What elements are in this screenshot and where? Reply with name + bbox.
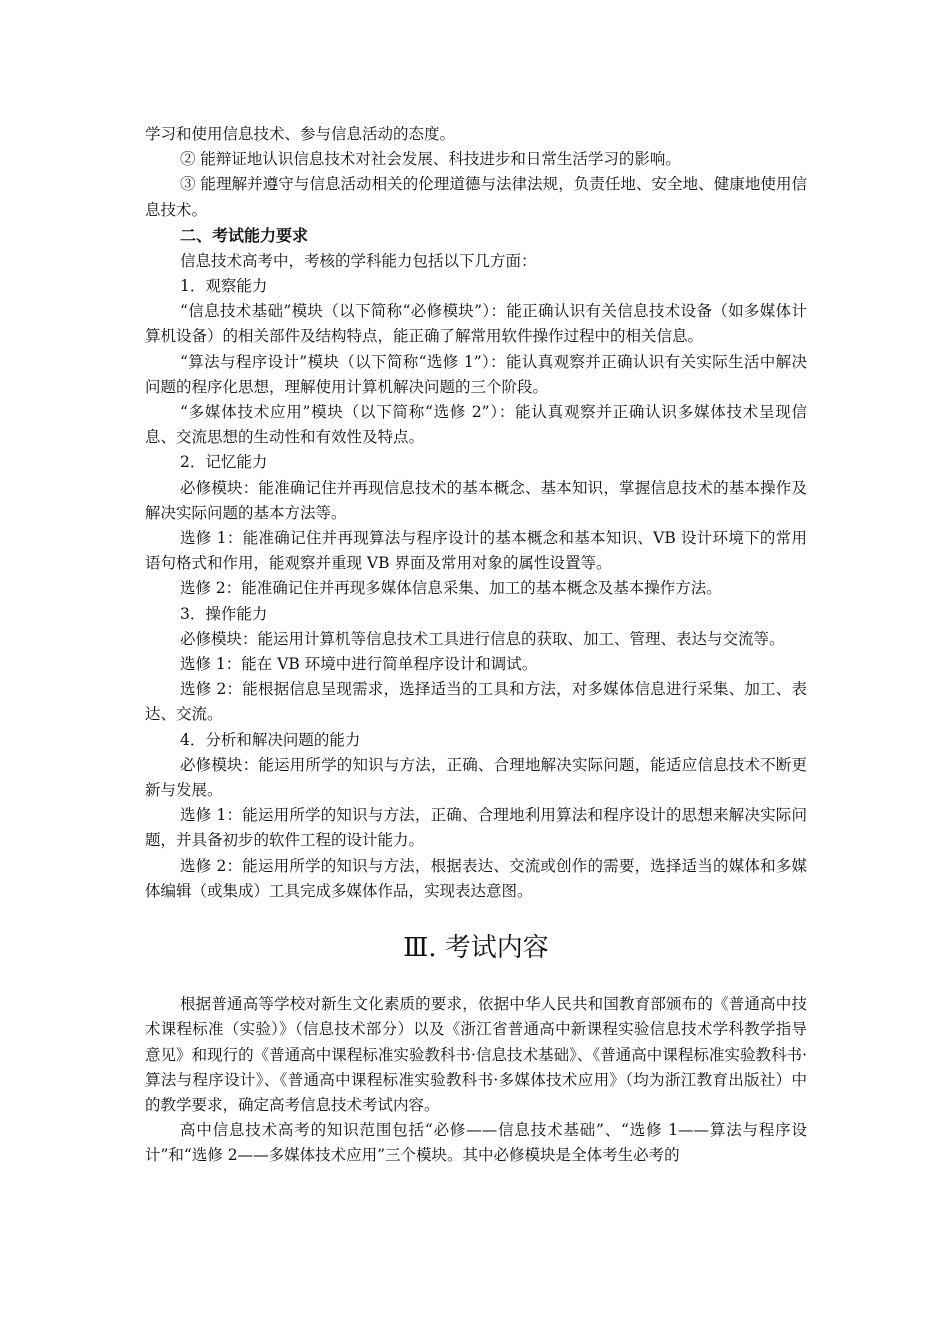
paragraph: 选修 2：能准确记住并再现多媒体信息采集、加工的基本概念及基本操作方法。 [180,579,722,598]
paragraph: 学习和使用信息技术、参与信息活动的态度。 [145,125,456,143]
subheading-operation: 3．操作能力 [180,604,268,623]
paragraph: 必修模块：能运用所学的知识与方法，正确、合理地解决实际问题，能适应信息技术不断更新与发展。 [145,755,807,800]
subheading-observation: 1．观察能力 [180,277,268,296]
paragraph: ③ 能理解并遵守与信息活动相关的伦理道德与法律法规，负责任地、安全地、健康地使用信息技术。 [145,175,807,219]
paragraph: “多媒体技术应用”模块（以下简称“选修 2”）：能认真观察并正确认识多媒体技术呈现信息、交流思想的生动性和有效性及特点。 [145,403,807,447]
paragraph: 选修 2：能运用所学的知识与方法，根据表达、交流或创作的需要，选择适当的媒体和多媒体编辑（或集成）工具完成多媒体作品，实现表达意图。 [145,856,807,900]
paragraph: ② 能辩证地认识信息技术对社会发展、科技进步和日常生活学习的影响。 [180,150,681,169]
paragraph: 信息技术高考中，考核的学科能力包括以下几方面： [180,251,537,270]
paragraph: 选修 2：能根据信息呈现需求，选择适当的工具和方法，对多媒体信息进行采集、加工、表达、交流。 [145,680,807,724]
paragraph: “信息技术基础”模块（以下简称“必修模块”）：能正确认识有关信息技术设备（如多媒体计算机设备）的相关部件及结构特点，能正确了解常用软件操作过程中的相关信息。 [145,302,807,346]
paragraph: 选修 1：能在 VB 环境中进行简单程序设计和调试。 [180,655,538,674]
paragraph: 选修 1：能准确记住并再现算法与程序设计的基本概念和基本知识、VB 设计环境下的常用语句格式和作用，能观察并重现 VB 界面及常用对象的属性设置等。 [145,529,807,573]
paragraph: “算法与程序设计”模块（以下简称“选修 1”）：能认真观察并正确认识有关实际生活中解决问题的程序化思想，理解使用计算机解决问题的三个阶段。 [145,352,807,396]
paragraph: 高中信息技术高考的知识范围包括“必修——信息技术基础”、“选修 1——算法与程序设计”和“选修 2——多媒体技术应用”三个模块。其中必修模块是全体考生必考的 [145,1121,807,1165]
paragraph: 必修模块：能准确记住并再现信息技术的基本概念、基本知识，掌握信息技术的基本操作及解决实际问题的基本方法等。 [145,478,807,522]
paragraph: 选修 1：能运用所学的知识与方法，正确、合理地利用算法和程序设计的思想来解决实际问题，并具备初步的软件工程的设计能力。 [145,806,807,850]
subheading-analysis: 4．分析和解决问题的能力 [180,730,361,749]
subheading-memory: 2．记忆能力 [180,453,268,472]
paragraph: 根据普通高等学校对新生文化素质的要求，依据中华人民共和国教育部颁布的《普通高中技术课程标准（实验）》（信息技术部分）以及《浙江省普通高中新课程实验信息技术学科教学指导意见》和现行的《普通高中课程标准实验教科书·信息技术基础》、《普通高中课程标准实验教科书·算法与程序设计》、《普通高中课程标准实验教科书·多媒体技术应用》（均为浙江教育出版社）中的教学要求，确定高考信息技术考试内容。 [145,995,807,1114]
section-heading: 二、考试能力要求 [180,225,309,245]
chapter-heading: Ⅲ. 考试内容 [403,933,549,964]
paragraph: 必修模块：能运用计算机等信息技术工具进行信息的获取、加工、管理、表达与交流等。 [180,629,785,648]
text-column [145,122,807,1169]
